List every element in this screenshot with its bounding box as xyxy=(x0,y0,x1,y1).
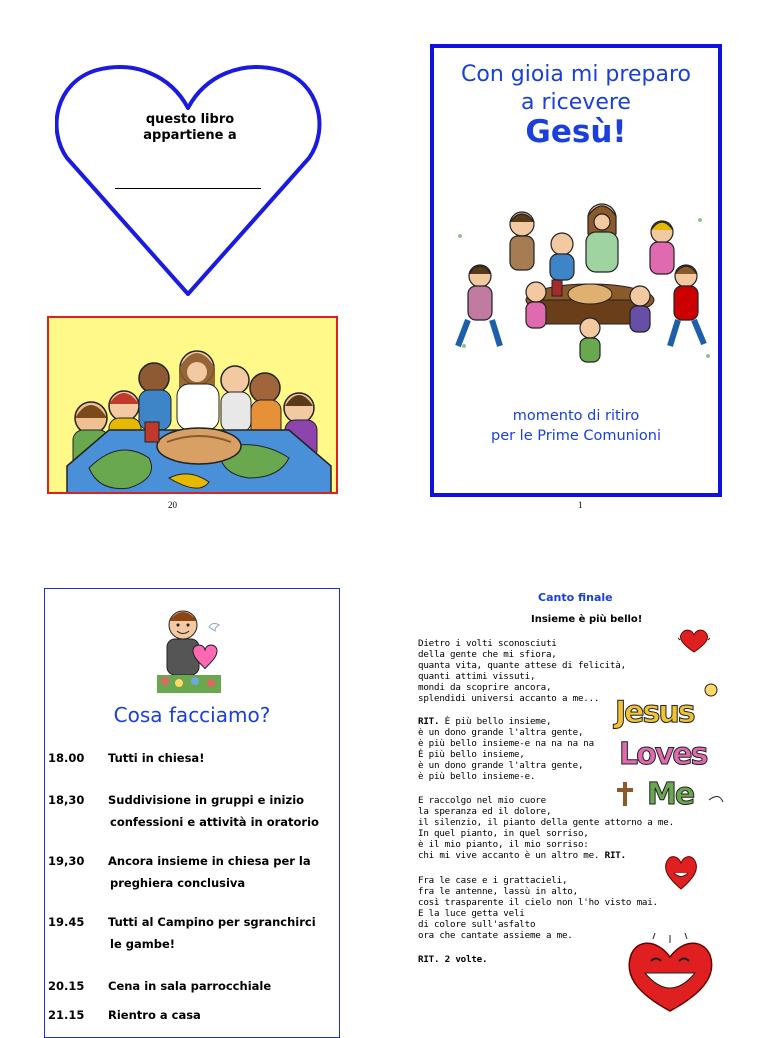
children-with-jesus-illustration xyxy=(440,196,716,396)
lyric-line: Fra le case e i grattacieli, xyxy=(418,875,568,886)
lyric-line: E la luce getta veli xyxy=(418,908,525,919)
lyric-line: mondi da scoprire ancora, xyxy=(418,682,552,693)
schedule-time: 21.15 xyxy=(48,1008,85,1022)
ownership-line2: appartiene a xyxy=(143,128,237,143)
schedule-desc: Tutti in chiesa! xyxy=(108,751,205,765)
lyric-line: quanta vita, quante attese di felicità, xyxy=(418,660,626,671)
cover-title-line3: Gesù! xyxy=(525,114,627,150)
lyric-line: è un dono grande l'altra gente, xyxy=(418,760,584,771)
cover-title-line2: a ricevere xyxy=(521,90,631,115)
lyric-line: splendidi universi accanto a me... xyxy=(418,693,600,704)
ownership-line1: questo libro xyxy=(145,112,235,127)
schedule-desc-cont: preghiera conclusiva xyxy=(110,876,246,890)
lyric-line: così trasparente il cielo non l'ho visto mai. xyxy=(418,897,658,908)
lyric-line: la speranza ed il dolore, xyxy=(418,806,552,817)
lyric-line: è più bello insieme-e na na na na xyxy=(418,738,594,749)
schedule-title: Cosa facciamo? xyxy=(113,703,271,727)
schedule-page xyxy=(44,588,340,1038)
schedule-desc: Ancora insieme in chiesa per la xyxy=(108,854,311,868)
schedule-desc: Cena in sala parrocchiale xyxy=(108,979,272,993)
song-label: Canto finale xyxy=(538,591,613,604)
song-title: Insieme è più bello! xyxy=(531,614,643,625)
lyric-line: quanti attimi vissuti, xyxy=(418,671,536,682)
lyric-line: È più bello insieme, xyxy=(418,749,525,760)
lyric-line: In quel pianto, in quel sorriso, xyxy=(418,828,589,839)
cover-subtitle-line2: per le Prime Comunioni xyxy=(490,428,661,444)
heart-frame xyxy=(55,62,325,302)
lyric-line: è il mio pianto, il mio sorriso: xyxy=(418,839,589,850)
lyric-line: di colore sull'asfalto xyxy=(418,919,536,930)
cover-title-line1: Con gioia mi preparo xyxy=(461,62,691,87)
lyric-line: È più bello insieme, xyxy=(439,716,552,727)
song-page xyxy=(418,588,738,1018)
smiling-heart-icon xyxy=(663,853,699,891)
child-with-heart-illustration xyxy=(153,603,225,695)
laughing-heart-icon xyxy=(623,933,718,1013)
globe-table xyxy=(67,422,331,494)
lyric-line: è più bello insieme-e. xyxy=(418,771,536,782)
page-number-right: 1 xyxy=(578,500,583,510)
sticker-word-3: Me xyxy=(647,777,694,812)
schedule-time: 18.00 xyxy=(48,751,85,765)
lyric-line: chi mi vive accanto è un altro me. xyxy=(418,850,600,861)
ownership-text xyxy=(100,112,280,144)
sticker-word-2: Loves xyxy=(619,737,707,772)
song-ending: RIT. 2 volte. xyxy=(418,954,488,965)
schedule-time: 19.45 xyxy=(48,915,85,929)
lyric-line: della gente che mi sfiora, xyxy=(418,649,557,660)
page-number-left: 20 xyxy=(168,500,177,510)
stanza-3 xyxy=(418,875,678,941)
lyric-line: fra le antenne, lassù in alto, xyxy=(418,886,578,897)
rit-marker: RIT. xyxy=(599,850,626,861)
schedule-desc-cont: confessioni e attività in oratorio xyxy=(110,815,319,829)
schedule-desc: Tutti al Campino per sgranchirci xyxy=(108,915,316,929)
small-heart-icon xyxy=(678,628,710,654)
lyric-line: Dietro i volti sconosciuti xyxy=(418,638,557,649)
lyric-line: ora che cantate assieme a me. xyxy=(418,930,573,941)
schedule-desc: Rientro a casa xyxy=(108,1008,201,1022)
cover-page xyxy=(430,44,722,497)
lyric-line: E raccolgo nel mio cuore xyxy=(418,795,546,806)
sticker-word-1: Jesus xyxy=(615,695,694,730)
schedule-desc-cont: le gambe! xyxy=(110,937,175,951)
jesus-loves-me-sticker xyxy=(611,682,726,812)
last-supper-illustration xyxy=(47,316,338,494)
chorus-label: RIT. xyxy=(418,716,440,727)
schedule-desc: Suddivisione in gruppi e inizio xyxy=(108,793,305,807)
schedule-time: 20.15 xyxy=(48,979,85,993)
name-blank-line xyxy=(115,188,261,189)
lyric-line: il silenzio, il pianto della gente attorno a me. xyxy=(418,817,674,828)
schedule-time: 18,30 xyxy=(48,793,85,807)
cover-subtitle-line1: momento di ritiro xyxy=(512,408,640,424)
lyric-line: è un dono grande l'altra gente, xyxy=(418,727,584,738)
schedule-time: 19,30 xyxy=(48,854,85,868)
